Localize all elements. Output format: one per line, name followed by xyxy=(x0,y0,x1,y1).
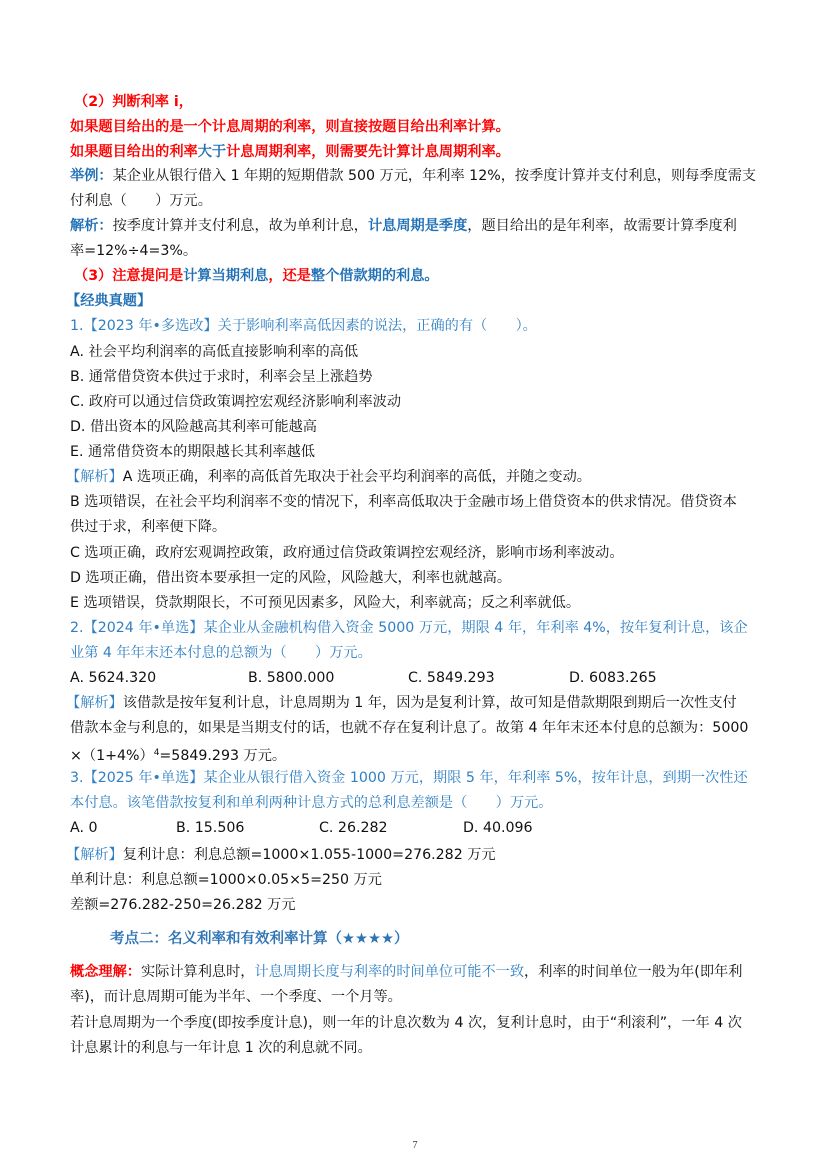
q1-analysis-line-6: E 选项错误，贷款期限长，不可预见因素多，风险大，利率就高；反之利率就低。 xyxy=(70,595,581,611)
q2-options xyxy=(70,668,657,688)
topic-2-title: 考点二：名义利率和有效利率计算（★★★★） xyxy=(110,931,409,947)
judge-rate-rule-1: 如果题目给出的是一个计息周期的利率，则直接按题目给出利率计算。 xyxy=(70,119,510,135)
q1-option-e: E. 通常借贷资本的期限越长其利率越低 xyxy=(70,444,315,460)
q2-formula-exponent: 4 xyxy=(153,748,160,758)
q1-option-a: A. 社会平均利润率的高低直接影响利率的高低 xyxy=(70,344,359,360)
q3-option-d: D. 40.096 xyxy=(463,820,533,836)
analysis-emphasis: 计息周期是季度 xyxy=(367,218,468,234)
q3-analysis-line-1 xyxy=(66,845,496,865)
example-text-1: 某企业从银行借入 1 年期的短期借款 500 万元，年利率 12%，按季度计算并支付利息，则每季度需支 xyxy=(112,168,757,184)
q3-stem-line-2: 本付息。该笔借款按复利和单利两种计息方式的总利息差额是（ ）万元。 xyxy=(70,795,553,811)
example-label: 举例： xyxy=(70,168,113,184)
analysis-text-c: ，题目给出的是年利率，故需要计算季度利 xyxy=(467,218,737,234)
q3-options xyxy=(70,818,533,838)
q2-option-c: C. 5849.293 xyxy=(408,670,495,686)
analysis-text-a: 按季度计算并支付利息，故为单利计息， xyxy=(112,218,368,234)
q1-analysis-line-5: D 选项正确，借出资本要承担一定的风险，风险越大，利率也就越高。 xyxy=(70,570,512,586)
concept-label: 概念理解： xyxy=(70,964,141,980)
rule-2-emphasis: 大于 xyxy=(197,144,227,160)
note-part-2: 计算当期利息 xyxy=(183,268,269,284)
q1-option-d: D. 借出资本的风险越高其利率可能越高 xyxy=(70,419,317,435)
q2-analysis-label: 【解析】 xyxy=(66,695,123,711)
judge-rate-heading: （2）判断利率 i， xyxy=(74,94,193,110)
q3-analysis-line-2: 单利计息：利息总额=1000×0.05×5=250 万元 xyxy=(70,872,382,888)
q2-analysis-a: 该借款是按年复利计息，计息周期为 1 年，因为是复利计算，故可知是借款期限到期后一次性支付 xyxy=(122,695,737,711)
q2-analysis-line-3 xyxy=(70,743,286,766)
q1-analysis-line-1 xyxy=(66,467,591,487)
q1-analysis-a: A 选项正确，利率的高低首先取决于社会平均利润率的高低，并随之变动。 xyxy=(122,469,591,485)
note-heading xyxy=(74,266,439,286)
q3-option-a: A. 0 xyxy=(70,820,98,836)
q1-analysis-line-3: 供过于求，利率便下降。 xyxy=(70,519,227,535)
q2-formula-b: =5849.293 万元。 xyxy=(159,748,287,764)
q3-stem-line-1: 3.【2025 年•单选】某企业从银行借入资金 1000 万元，期限 5 年，年利率 5%，按年计息，到期一次性还 xyxy=(70,770,748,786)
concept-line-2: 率)，而计息周期可能为半年、一个季度、一个月等。 xyxy=(70,989,402,1005)
q3-analysis-a: 复利计息：利息总额=1000×1.055-1000=276.282 万元 xyxy=(122,847,496,863)
concept-text-a: 实际计算利息时， xyxy=(140,964,255,980)
q2-analysis-line-2: 借款本金与利息的，如果是当期支付的话，也就不存在复利计息了。故第 4 年年末还本付息的总额为：5000 xyxy=(70,720,749,736)
judge-rate-rule-2 xyxy=(70,142,510,162)
q2-formula-a: ×（1+4%） xyxy=(70,748,154,764)
note-part-4: 整个借款期的利息。 xyxy=(310,268,439,284)
q1-option-b: B. 通常借贷资本供过于求时，利率会呈上涨趋势 xyxy=(70,369,373,385)
analysis-line-1 xyxy=(70,216,737,236)
q1-option-c: C. 政府可以通过信贷政策调控宏观经济影响利率波动 xyxy=(70,394,402,410)
q2-option-b: B. 5800.000 xyxy=(248,670,335,686)
q3-analysis-label: 【解析】 xyxy=(66,847,123,863)
analysis-line-2: 率=12%÷4=3%。 xyxy=(70,243,198,259)
page-number: 7 xyxy=(412,1140,418,1151)
example-line-2: 付利息（ ）万元。 xyxy=(70,193,212,209)
concept-text-c: ，利率的时间单位一般为年(即年利 xyxy=(524,964,743,980)
q1-stem: 1.【2023 年•多选改】关于影响利率高低因素的说法，正确的有（ ）。 xyxy=(70,318,537,334)
q2-option-a: A. 5624.320 xyxy=(70,670,157,686)
rule-2-part-c: 计息周期利率，则需要先计算计息周期利率。 xyxy=(226,144,510,160)
concept-line-1 xyxy=(70,962,742,982)
analysis-label: 解析： xyxy=(70,218,113,234)
q2-stem-line-2: 业第 4 年年末还本付息的总额为（ ）万元。 xyxy=(70,645,372,661)
q3-option-c: C. 26.282 xyxy=(319,820,388,836)
rule-2-part-a: 如果题目给出的利率 xyxy=(70,144,198,160)
q2-analysis-line-1 xyxy=(66,693,737,713)
concept-emphasis: 计息周期长度与利率的时间单位可能不一致 xyxy=(254,964,525,980)
q2-option-d: D. 6083.265 xyxy=(569,670,657,686)
note-part-3: ，还是 xyxy=(268,268,311,284)
q3-analysis-line-3: 差额=276.282-250=26.282 万元 xyxy=(70,897,296,913)
note-part-1: （3）注意提问是 xyxy=(74,268,184,284)
q3-option-b: B. 15.506 xyxy=(176,820,245,836)
concept-line-3: 若计息周期为一个季度(即按季度计息)，则一年的计息次数为 4 次，复利计息时，由于“利滚利”，一年 4 次 xyxy=(70,1015,742,1031)
example-line-1 xyxy=(70,166,756,186)
q1-analysis-line-2: B 选项错误，在社会平均利润率不变的情况下，利率高低取决于金融市场上借贷资本的供求情况。借贷资本 xyxy=(70,494,737,510)
q1-analysis-line-4: C 选项正确，政府宏观调控政策，政府通过信贷政策调控宏观经济，影响市场利率波动。 xyxy=(70,545,624,561)
q2-stem-line-1: 2.【2024 年•单选】某企业从金融机构借入资金 5000 万元，期限 4 年，年利率 4%，按年复利计息，该企 xyxy=(70,620,748,636)
classic-questions-header: 【经典真题】 xyxy=(66,293,152,309)
q1-analysis-label: 【解析】 xyxy=(66,469,123,485)
concept-line-4: 计息累计的利息与一年计息 1 次的利息就不同。 xyxy=(70,1040,372,1056)
